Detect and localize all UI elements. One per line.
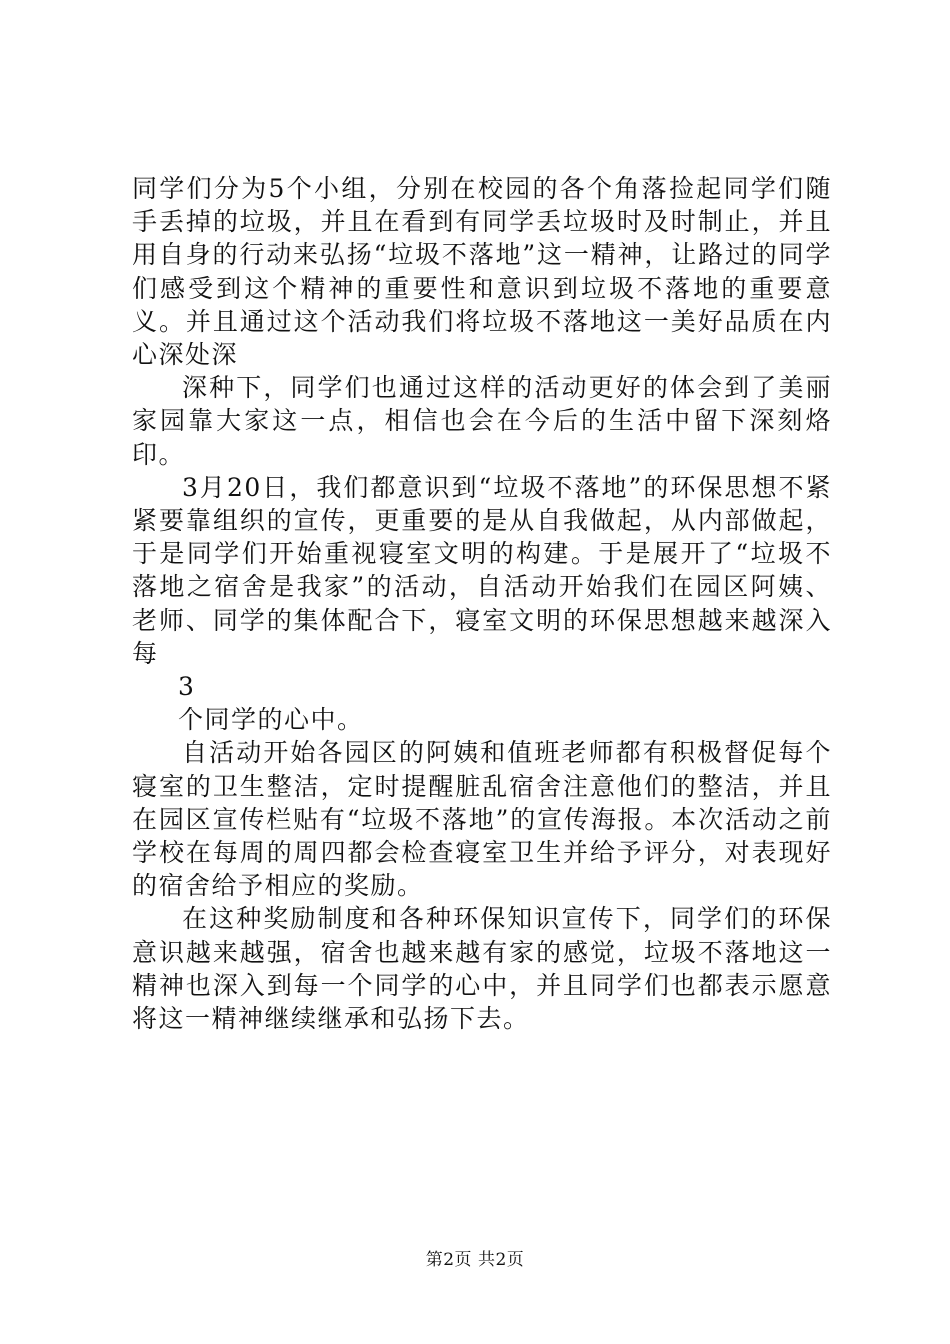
paragraph-continuation: 个同学的心中。 [178, 705, 364, 735]
paragraph-reward-system: 在这种奖励制度和各种环保知识宣传下，同学们的环保意识越来越强，宿舍也越来越有家的感觉，垃圾不落地这一精神也深入到每一个同学的心中，并且同学们也都表示愿意将这一精神继续继承和弘扬下去。 [132, 904, 832, 1034]
paragraph-march-20: 3月20日，我们都意识到“垃圾不落地”的环保思想不紧紧要靠组织的宣传，更重要的是从自我做起，从内部做起，于是同学们开始重视寝室文明的构建。于是展开了“垃圾不落地之宿舍是我家”的活动，自活动开始我们在园区阿姨、老师、同学的集体配合下，寝室文明的环保思想越来越深入每 [132, 472, 832, 668]
stray-page-number: 3 [178, 672, 196, 702]
paragraph-group-activity: 同学们分为5个小组，分别在校园的各个角落捡起同学们随手丢掉的垃圾，并且在看到有同学丢垃圾时及时制止，并且用自身的行动来弘扬“垃圾不落地”这一精神，让路过的同学们感受到这个精神的重要性和意识到垃圾不落地的重要意义。并且通过这个活动我们将垃圾不落地这一美好品质在内心深处深 [132, 174, 832, 370]
document-body [132, 172, 832, 1035]
paragraph-dorm-hygiene: 自活动开始各园区的阿姨和值班老师都有积极督促每个寝室的卫生整洁，定时提醒脏乱宿舍注意他们的整洁，并且在园区宣传栏贴有“垃圾不落地”的宣传海报。本次活动之前学校在每周的周四都会检查寝室卫生并给予评分，对表现好的宿舍给予相应的奖励。 [132, 738, 832, 901]
paragraph-beautiful-home: 深种下，同学们也通过这样的活动更好的体会到了美丽家园靠大家这一点，相信也会在今后的生活中留下深刻烙印。 [132, 373, 832, 469]
page-footer: 第2页 共2页 [425, 1250, 525, 1270]
